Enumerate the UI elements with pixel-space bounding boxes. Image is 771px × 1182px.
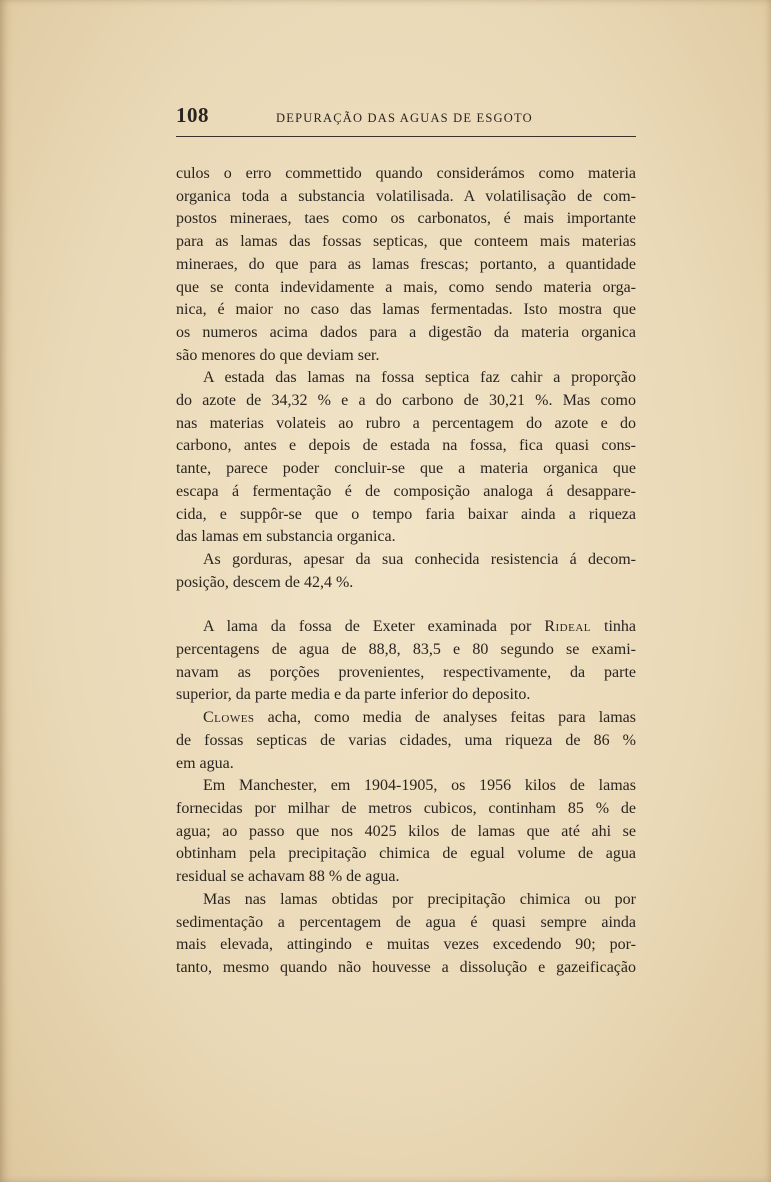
text-line: posição, descem de 42,4 %. <box>176 573 354 591</box>
text-line: cida, e suppôr-se que o tempo faria baixar ainda a riqueza <box>176 505 636 523</box>
text-line: obtinham pela precipitação chimica de egual volume de agua <box>176 845 636 863</box>
author-name: Clowes <box>203 709 255 727</box>
text-line: superior, da parte media e da parte inferior do deposito. <box>176 686 531 704</box>
text-span: A lama da fossa de Exeter examinada por <box>203 618 532 636</box>
paragraph-7 <box>176 889 636 980</box>
paragraph-6 <box>176 775 636 889</box>
paragraph-4 <box>176 616 636 707</box>
text-line: do azote de 34,32 % e a do carbono de 30,21 %. Mas como <box>176 392 636 410</box>
text-line <box>176 616 636 639</box>
text-line: carbono, antes e depois de estada na fossa, fica quasi cons- <box>176 437 636 455</box>
author-name: Rideal <box>544 618 591 636</box>
text-line: fornecidas por milhar de metros cubicos, continham 85 % de <box>176 799 636 817</box>
page-header <box>176 103 636 133</box>
page-number: 108 <box>176 103 209 127</box>
text-line: das lamas em substancia organica. <box>176 528 396 546</box>
paragraph-2 <box>176 367 636 549</box>
text-line: mais elevada, attingindo e muitas vezes excedendo 90; por- <box>176 936 636 954</box>
text-line: os numeros acima dados para a digestão da materia organica <box>176 323 636 341</box>
text-line: de fossas septicas de varias cidades, uma riqueza de 86 % <box>176 731 636 749</box>
text-line: organica toda a substancia volatilisada. A volatilisação de com- <box>176 187 636 205</box>
text-line: sedimentação a percentagem de agua é quasi sempre ainda <box>176 913 636 931</box>
header-rule <box>176 136 636 137</box>
paragraph-5 <box>176 707 636 775</box>
text-line: agua; ao passo que nos 4025 kilos de lamas que até ahi se <box>176 822 636 840</box>
text-line: em agua. <box>176 754 234 772</box>
text-line: A estada das lamas na fossa septica faz cahir a proporção <box>203 369 636 387</box>
text-line: culos o erro commettido quando considerámos como materia <box>176 165 636 182</box>
text-line: residual se achavam 88 % de agua. <box>176 868 400 886</box>
text-line: são menores do que deviam ser. <box>176 346 380 364</box>
text-line: As gorduras, apesar da sua conhecida resistencia á decom- <box>203 550 636 568</box>
text-line: nica, é maior no caso das lamas fermentadas. Isto mostra que <box>176 301 636 319</box>
text-line: Em Manchester, em 1904-1905, os 1956 kilos de lamas <box>203 777 636 795</box>
paragraph-1 <box>176 163 636 367</box>
text-line: percentagens de agua de 88,8, 83,5 e 80 segundo se exami- <box>176 641 636 659</box>
text-span: acha, como media de analyses feitas para lamas <box>267 709 637 727</box>
text-line: Mas nas lamas obtidas por precipitação chimica ou por <box>203 890 636 908</box>
running-head: DEPURAÇÃO DAS AGUAS DE ESGOTO <box>276 111 533 125</box>
paragraph-gap <box>176 594 636 616</box>
text-line: tante, parece poder concluir-se que a materia organica que <box>176 460 636 478</box>
paragraph-3 <box>176 549 636 594</box>
text-line: tanto, mesmo quando não houvesse a dissolução e gazeificação <box>176 958 636 976</box>
body-text <box>176 163 636 980</box>
text-line: para as lamas das fossas septicas, que conteem mais materias <box>176 233 636 251</box>
text-line <box>176 707 636 730</box>
text-line: que se conta indevidamente a mais, como sendo materia orga- <box>176 278 636 296</box>
text-span: tinha <box>604 618 637 636</box>
text-line: escapa á fermentação é de composição analoga á desappare- <box>176 482 636 500</box>
text-line: nas materias volateis ao rubro a percentagem do azote e do <box>176 414 636 432</box>
text-line: mineraes, do que para as lamas frescas; portanto, a quantidade <box>176 255 636 273</box>
text-line: navam as porções provenientes, respectivamente, da parte <box>176 663 636 681</box>
text-line: postos mineraes, taes como os carbonatos, é mais importante <box>176 210 636 228</box>
